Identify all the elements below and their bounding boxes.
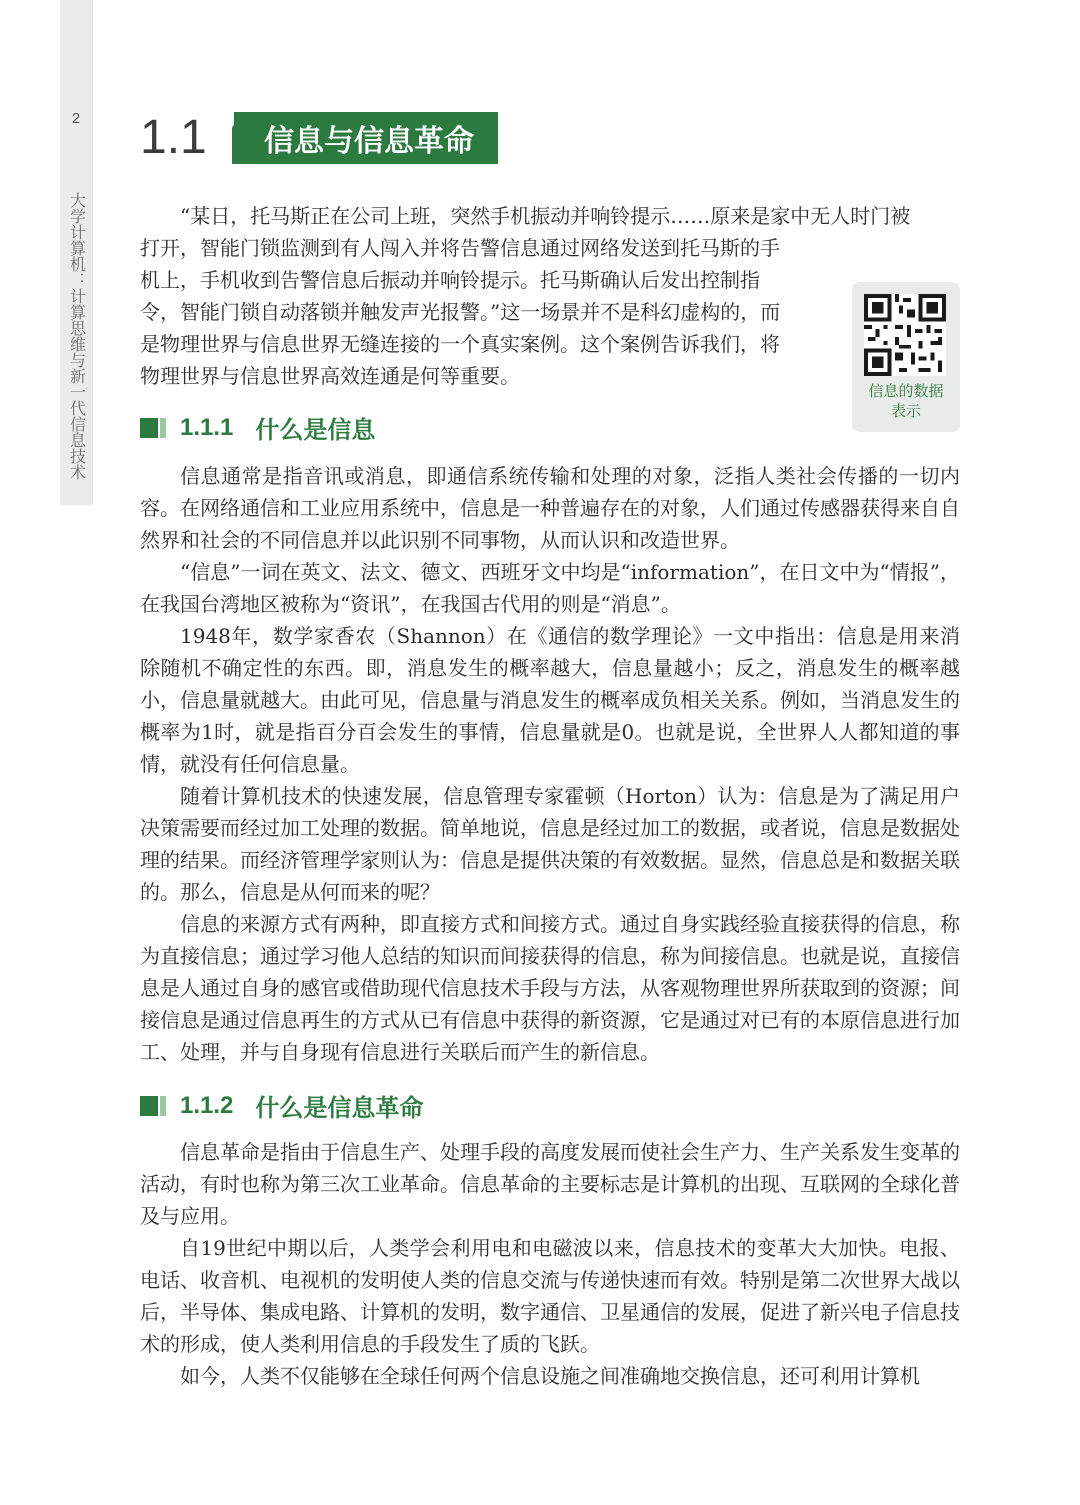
intro-line: 是物理世界与信息世界无缝连接的一个真实案例。这个案例告诉我们，将 [140,332,780,356]
paragraph: 1948年，数学家香农（Shannon）在《通信的数学理论》一文中指出：信息是用来消除随机不确定性的东西。即，消息发生的概率越大，信息量越小；反之，消息发生的概率越小，信息量就越大。由此可见，信息量与消息发生的概率成负相关关系。例如，当消息发生的概率为1时，就是指百分百会发生的事情，信息量就是0。也就是说，全世界人人都知道的事情，就没有任何信息量。 [140,624,960,776]
paragraph: 自19世纪中期以后，人类学会利用电和电磁波以来，信息技术的变革大大加快。电报、电话、收音机、电视机的发明使人类的信息交流与传递快速而有效。特别是第二次世界大战以后，半导体、集成电路、计算机的发明，数字通信、卫星通信的发展，促进了新兴电子信息技术的形成，使人类利用信息的手段发生了质的飞跃。 [140,1236,960,1356]
subsection-1-1-1-body [140,460,960,1068]
subsection-number: 1.1.1 [180,413,234,441]
running-book-title: 大学计算机：计算思维与新一代信息技术 [67,192,85,480]
subsection-number: 1.1.2 [180,1091,234,1119]
heading-marker [140,418,158,438]
paragraph: 信息通常是指音讯或消息，即通信系统传输和处理的对象，泛指人类社会传播的一切内容。在网络通信和工业应用系统中，信息是一种普遍存在的对象，人们通过传感器获得来自自然界和社会的不同信息并以此识别不同事物，从而认识和改造世界。 [140,464,960,552]
intro-line: 令，智能门锁自动落锁并触发声光报警。”这一场景并不是科幻虚构的，而 [140,300,781,324]
subsection-title: 什么是信息 [255,417,376,444]
qr-card[interactable] [852,282,960,432]
qr-code-icon [864,294,946,376]
subsection-heading-1-1-1 [140,410,375,445]
section-title: 信息与信息革命 [234,112,498,164]
paragraph: 随着计算机技术的快速发展，信息管理专家霍顿（Horton）认为：信息是为了满足用户决策需要而经过加工处理的数据。简单地说，信息是经过加工的数据，或者说，信息是数据处理的结果。而经济管理学家则认为：信息是提供决策的有效数据。显然，信息总是和数据关联的。那么，信息是从何而来的呢？ [140,784,960,904]
paragraph: 信息革命是指由于信息生产、处理手段的高度发展而使社会生产力、生产关系发生变革的活动，有时也称为第三次工业革命。信息革命的主要标志是计算机的出现、互联网的全球化普及与应用。 [140,1140,960,1228]
section-heading [140,108,498,168]
intro-line: 物理世界与信息世界高效连通是何等重要。 [140,364,520,388]
heading-marker [160,418,166,438]
paragraph: 信息的来源方式有两种，即直接方式和间接方式。通过自身实践经验直接获得的信息，称为直接信息；通过学习他人总结的知识而间接获得的信息，称为间接信息。也就是说，直接信息是人通过自身的感官或借助现代信息技术手段与方法，从客观物理世界所获取到的资源；间接信息是通过信息再生的方式从已有信息中获得的新资源，它是通过对已有的本原信息进行加工、处理，并与自身现有信息进行关联后而产生的新信息。 [140,912,960,1064]
heading-marker [160,1096,166,1116]
page-number: 2 [71,110,81,127]
intro-line: 机上，手机收到告警信息后振动并响铃提示。托马斯确认后发出控制指 [140,268,760,292]
heading-marker [140,1096,158,1116]
qr-caption [852,382,960,422]
subsection-title: 什么是信息革命 [255,1095,424,1122]
intro-line: 打开，智能门锁监测到有人闯入并将告警信息通过网络发送到托马斯的手 [140,236,780,260]
paragraph: 如今，人类不仅能够在全球任何两个信息设施之间准确地交换信息，还可利用计算机 [180,1364,920,1388]
qr-caption-line: 信息的数据 [868,383,944,400]
section-number: 1.1 [140,111,207,164]
subsection-1-1-2-body [140,1136,960,1392]
paragraph: “信息”一词在英文、法文、德文、西班牙文中均是“information”，在日文中为“情报”，在我国台湾地区被称为“资讯”，在我国古代用的则是“消息”。 [140,560,960,616]
qr-caption-line: 表示 [890,403,921,420]
subsection-heading-1-1-2 [140,1088,423,1123]
intro-line: “某日，托马斯正在公司上班，突然手机振动并响铃提示……原来是家中无人时门被 [180,204,911,228]
intro-paragraph [140,200,960,392]
